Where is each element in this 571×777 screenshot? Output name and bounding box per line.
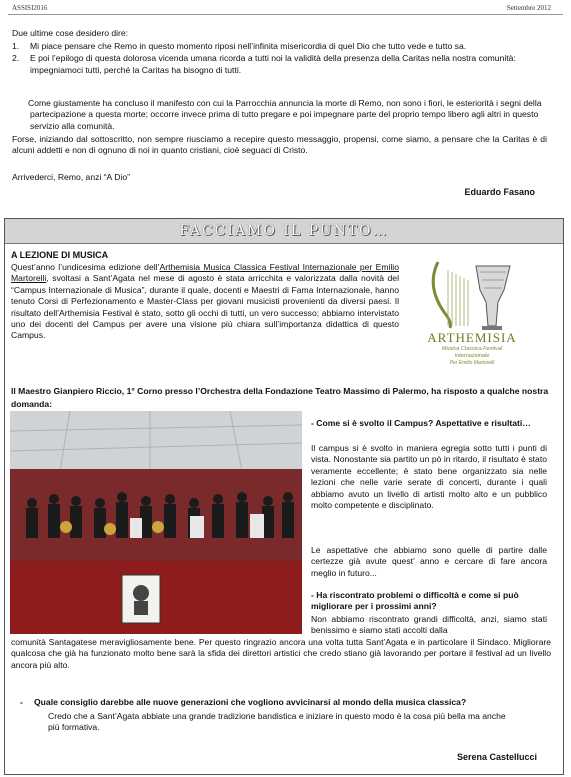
question-2: - Ha riscontrato problemi o difficoltà e come si può migliorare per i prossimi anni? xyxy=(311,590,519,612)
lead-paragraph: Quest’anno l’undicesima edizione dell’Arthemisia Musica Classica Festival Internazionale per Emilio Martorelli, svoltasi a Sant’Agata nel mese di agosto è stata arricchita e valorizzata dalla novità del “Campus Internazionale di Musica”, durante il quale, docenti e Maestri di Fama Internazionale, hanno tenuto Corsi di Perfezionamento e Master-Class per giovani musicisti provenienti da diversi paesi. Il risultato dell’Arthemisia Festival è stato, sotto gli occhi di tutti, un vero successo; abbiamo intervistato uno dei docenti del Campus per avere una visione più chiara sull’importanza didattica di questo Campus. xyxy=(11,262,399,341)
maestro-intro: Il Maestro Gianpiero Riccio, 1° Corno presso l’Orchestra della Fondazione Teatro Massimo di Palermo, ha risposto a qualche nostra domanda: xyxy=(11,386,549,409)
banner-title: FACCIAMO IL PUNTO… xyxy=(179,223,389,239)
question-1: - Come si è svolto il Campus? Aspettative e risultati… xyxy=(311,418,531,428)
logo-wordmark: ARTHEMISIA xyxy=(427,330,517,345)
arthemisia-logo xyxy=(418,256,526,368)
answer-1-expectations: Le aspettative che abbiamo sono quelle di partire dalle certezze già avute quest’ anno e cercare di fare ancora meglio in futuro... xyxy=(311,545,547,578)
running-header-date: Settembre 2012 xyxy=(506,4,551,12)
photo-image xyxy=(10,411,302,634)
logo-subtitle: Per Emilio Martorelli xyxy=(449,360,495,366)
bullet-dash: - xyxy=(20,697,23,707)
author-signature: Serena Castellucci xyxy=(456,752,537,762)
answer-2-continued: comunità Santagatese meravigliosamente bene. Per questo ringrazio ancora una volta tutta Sant’Agata e in particolare il Sindaco. Migliorare qualcosa che già ha funzionato molto bene sarà la sfida dei direttori artistici che credo stiano già lavorando per portare il festival ad un livello ancora più alto. xyxy=(11,637,551,670)
numbered-list xyxy=(12,41,547,76)
answer-1: Il campus si è svolto in maniera egregia sotto tutti i punti di vista. Nonostante sia partito un pò in ritardo, il risultato è stato veramente eccellente; è stato bene organizzato sia nelle lezioni che nelle varie serate di concerti, durante i quali abbiamo avuto un livello di artisti molto alto e un pubblico molto competente e disciplinato. xyxy=(311,443,547,511)
list-item: 1. Mi piace pensare che Remo in questo momento riposi nell’infinita misericordia di quel Dio che tutto vede e tutto sa. xyxy=(12,41,467,51)
farewell-line: Arrivederci, Remo, anzi “A Dio” xyxy=(12,172,130,182)
question-3: - Quale consiglio darebbe alle nuove generazioni che vogliono avvicinarsi al mondo della musica classica? xyxy=(20,697,467,707)
answer-3: Credo che a Sant’Agata abbiate una grande tradizione bandistica e iniziare in questo modo è la cosa più bella ma anche più formativa. xyxy=(48,711,506,733)
logo-subtitle: Musica Classica Festival xyxy=(441,346,503,352)
section-title: A LEZIONE DI MUSICA xyxy=(11,250,109,260)
header-rule xyxy=(8,14,563,15)
author-signature: Eduardo Fasano xyxy=(464,187,535,197)
paragraph-forse: Forse, iniziando dal sottoscritto, non sempre riusciamo a recepire questo messaggio, propensi, come siamo, a pensare che la Caritas è di alcuni addetti e non di ognuno di noi in quanto cristiani, cioè seguaci di Cristo. xyxy=(12,134,547,156)
intro-line: Due ultime cose desidero dire: xyxy=(12,28,129,38)
group-photo xyxy=(10,411,302,634)
paragraph-continuation: Come giustamente ha concluso il manifesto con cui la Parrocchia annuncia la morte di Remo, non sono i fiori, le esteriorità i segni della partecipazione a questa morte; occorre invece prima di tutto pregare e poi impegnare parte del proprio tempo libero agli altri in questo servizio alla comunità. xyxy=(28,98,542,131)
festival-link[interactable]: Arthemisia Musica Classica Festival Internazionale per Emilio Martorelli xyxy=(11,262,399,284)
section-banner xyxy=(5,219,563,244)
logo-subtitle: Internazionale xyxy=(454,353,490,359)
running-header-left: ASSISI2016 xyxy=(12,4,48,12)
answer-2-start: Non abbiamo riscontrato grandi difficoltà, anzi, siamo stati benissimo e siamo stati accolti dalla xyxy=(311,614,547,636)
list-item: 2. E poi l’epilogo di questa dolorosa vicenda umana ricorda a tutti noi la validità della presenza della Caritas nella nostra comunità: impegniamoci tutti, perché la Caritas ha bisogno di tutti. xyxy=(12,53,516,75)
